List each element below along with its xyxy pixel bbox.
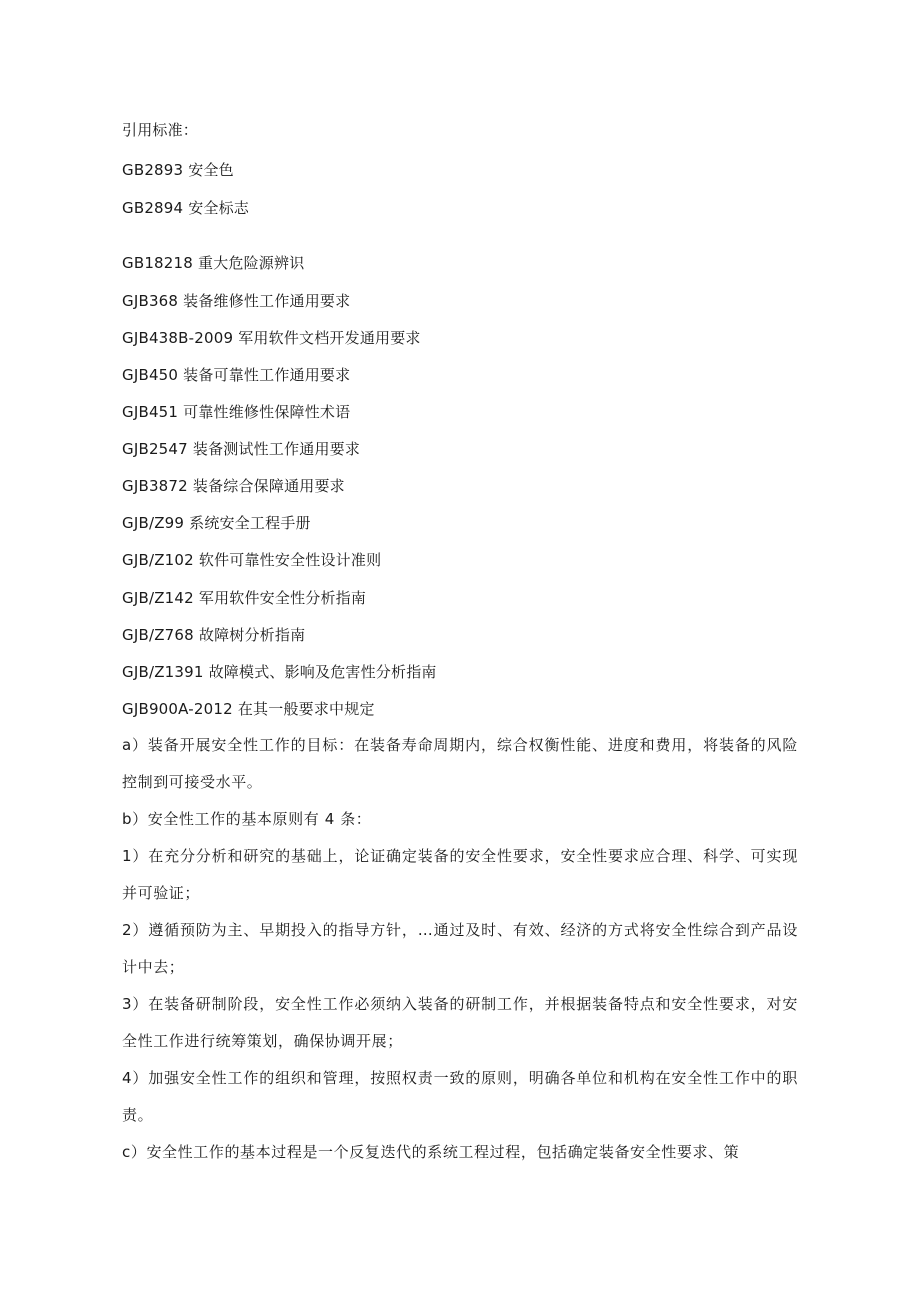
standard-item: GB2894 安全标志 (122, 199, 250, 217)
standard-item: GJB368 装备维修性工作通用要求 (122, 292, 351, 310)
standard-item: GJB450 装备可靠性工作通用要求 (122, 366, 351, 384)
paragraph-item-2: 2）遵循预防为主、早期投入的指导方针，…通过及时、有效、经济的方式将安全性综合到产品设计中去； (122, 921, 798, 976)
standard-item: GJB451 可靠性维修性保障性术语 (122, 403, 351, 421)
paragraph-a: a）装备开展安全性工作的目标：在装备寿命周期内，综合权衡性能、进度和费用，将装备的风险控制到可接受水平。 (122, 736, 798, 791)
paragraph-b: b）安全性工作的基本原则有 4 条： (122, 810, 372, 828)
heading-referenced-standards: 引用标准： (122, 121, 199, 139)
paragraph-item-3: 3）在装备研制阶段，安全性工作必须纳入装备的研制工作，并根据装备特点和安全性要求，对安全性工作进行统筹策划，确保协调开展； (122, 995, 798, 1050)
standard-item: GB18218 重大危险源辨识 (122, 254, 305, 272)
standard-item: GJB/Z1391 故障模式、影响及危害性分析指南 (122, 663, 437, 681)
standard-item: GJB/Z768 故障树分析指南 (122, 626, 306, 644)
standard-item: GJB/Z142 军用软件安全性分析指南 (122, 589, 367, 607)
standard-item: GJB3872 装备综合保障通用要求 (122, 477, 345, 495)
standard-item: GJB438B-2009 军用软件文档开发通用要求 (122, 329, 421, 347)
paragraph-item-1: 1）在充分分析和研究的基础上，论证确定装备的安全性要求，安全性要求应合理、科学、可实现并可验证； (122, 847, 798, 902)
paragraph-item-4: 4）加强安全性工作的组织和管理，按照权责一致的原则，明确各单位和机构在安全性工作中的职责。 (122, 1069, 798, 1124)
paragraph-c: c）安全性工作的基本过程是一个反复迭代的系统工程过程，包括确定装备安全性要求、策 (122, 1143, 740, 1161)
standard-item: GJB2547 装备测试性工作通用要求 (122, 440, 361, 458)
standard-item: GJB900A-2012 在其一般要求中规定 (122, 700, 375, 718)
standard-item: GB2893 安全色 (122, 161, 234, 179)
standard-item: GJB/Z102 软件可靠性安全性设计准则 (122, 551, 382, 569)
standard-item: GJB/Z99 系统安全工程手册 (122, 514, 311, 532)
